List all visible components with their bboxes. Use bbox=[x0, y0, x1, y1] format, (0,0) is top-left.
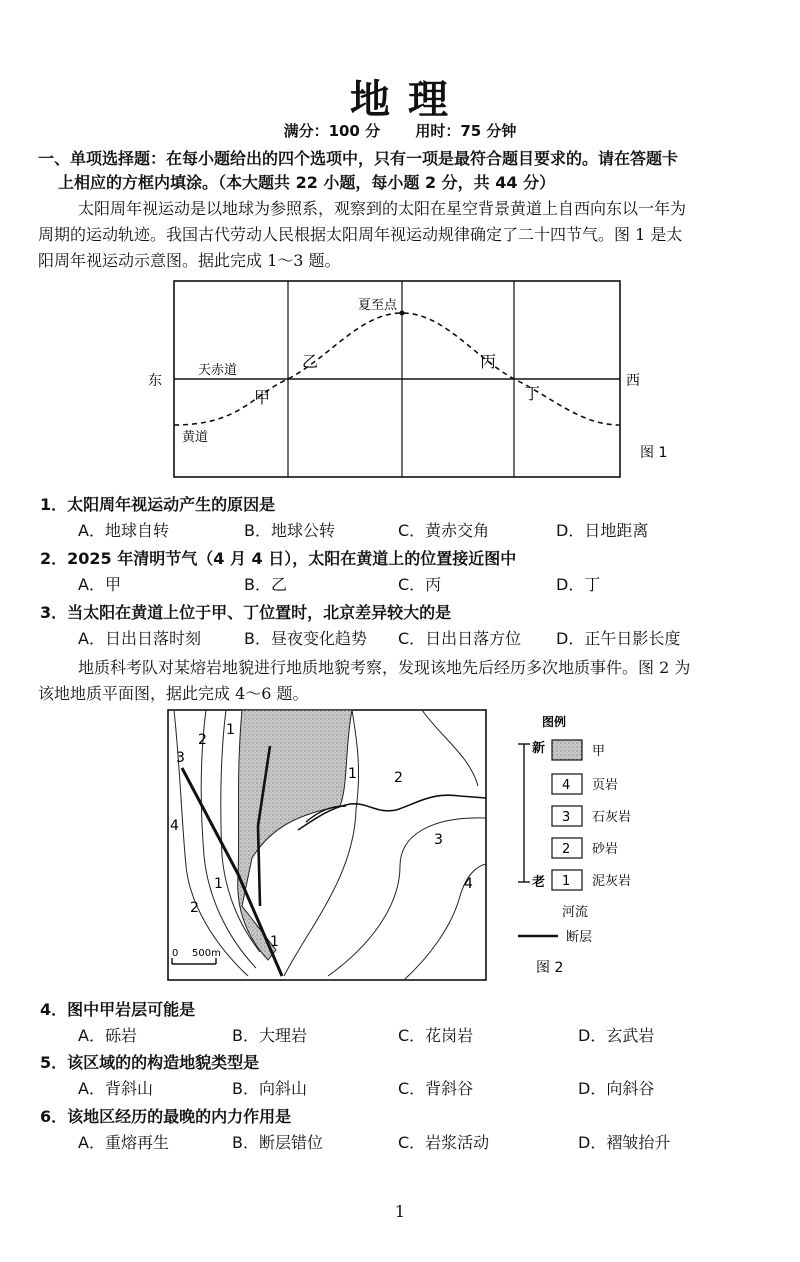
legend-item-label: 泥灰岩 bbox=[592, 874, 632, 889]
map-unit-label: 1 bbox=[214, 876, 223, 892]
map-unit-label: 3 bbox=[176, 750, 185, 766]
question-2-option-d[interactable]: D．丁 bbox=[556, 575, 601, 594]
question-4-option-a[interactable]: A．砾岩 bbox=[78, 1026, 137, 1045]
equator-label: 天赤道 bbox=[198, 363, 238, 378]
legend-item-number: 4 bbox=[562, 778, 571, 793]
question-5-option-c[interactable]: C．背斜谷 bbox=[398, 1079, 474, 1098]
question-2-option-a[interactable]: A．甲 bbox=[78, 575, 121, 594]
point-yi-label: 乙 bbox=[302, 352, 319, 371]
question-1-option-b[interactable]: B．地球公转 bbox=[244, 521, 335, 540]
question-5-option-a[interactable]: A．背斜山 bbox=[78, 1079, 153, 1098]
question-4-option-c[interactable]: C．花岗岩 bbox=[398, 1026, 474, 1045]
legend-title: 图例 bbox=[542, 715, 567, 729]
question-2-option-b[interactable]: B．乙 bbox=[244, 575, 287, 594]
legend-old-label: 老 bbox=[532, 875, 546, 890]
map-unit-label: 2 bbox=[198, 732, 207, 748]
question-3-option-b[interactable]: B．昼夜变化趋势 bbox=[244, 629, 367, 648]
ecliptic-label: 黄道 bbox=[182, 430, 209, 445]
map-unit-label: 3 bbox=[434, 832, 443, 848]
passage-1-line-2: 周期的运动轨迹。我国古代劳动人民根据太阳周年视运动规律确定了二十四节气。图 1 是太 bbox=[38, 225, 683, 244]
legend-item-number: 1 bbox=[562, 874, 571, 889]
figure-1-diagram bbox=[140, 275, 680, 485]
east-label: 东 bbox=[148, 373, 162, 389]
legend-swatch-jia bbox=[552, 740, 582, 760]
question-3-stem: 3．当太阳在黄道上位于甲、丁位置时，北京差异较大的是 bbox=[40, 603, 452, 622]
figure-2-caption: 图 2 bbox=[536, 960, 564, 976]
legend-item-number: 2 bbox=[562, 842, 571, 857]
summer-solstice-label: 夏至点 bbox=[358, 298, 398, 313]
figure-1-caption: 图 1 bbox=[640, 445, 668, 461]
ecliptic-curve bbox=[174, 313, 620, 425]
west-label: 西 bbox=[626, 373, 640, 389]
question-1-stem: 1．太阳周年视运动产生的原因是 bbox=[40, 495, 276, 514]
question-5-stem: 5．该区域的的构造地貌类型是 bbox=[40, 1053, 260, 1072]
question-1-option-a[interactable]: A．地球自转 bbox=[78, 521, 169, 540]
question-6-option-c[interactable]: C．岩浆活动 bbox=[398, 1133, 490, 1152]
legend-fault-label: 断层 bbox=[566, 930, 593, 945]
page-title: 地 理 bbox=[350, 77, 450, 123]
summer-solstice-point bbox=[400, 311, 405, 316]
question-5-option-d[interactable]: D．向斜谷 bbox=[578, 1079, 655, 1098]
passage-1-line-1: 太阳周年视运动是以地球为参照系，观察到的太阳在星空背景黄道上自西向东以一年为 bbox=[78, 199, 687, 218]
question-2-option-c[interactable]: C．丙 bbox=[398, 575, 442, 594]
question-4-option-d[interactable]: D．玄武岩 bbox=[578, 1026, 655, 1045]
scale-zero: 0 bbox=[172, 948, 179, 959]
legend-item-label: 石灰岩 bbox=[592, 810, 632, 825]
legend-item-number: 3 bbox=[562, 810, 571, 825]
exam-meta: 满分：100 分 用时：75 分钟 bbox=[283, 122, 517, 140]
question-6-option-d[interactable]: D．褶皱抬升 bbox=[578, 1133, 671, 1152]
map-unit-label: 1 bbox=[270, 934, 279, 950]
legend-item-label: 页岩 bbox=[592, 778, 619, 793]
map-unit-label: 2 bbox=[190, 900, 199, 916]
question-4-stem: 4．图中甲岩层可能是 bbox=[40, 1000, 196, 1019]
question-3-option-a[interactable]: A．日出日落时刻 bbox=[78, 629, 201, 648]
map-unit-label: 1 bbox=[226, 722, 235, 738]
legend-item-label: 砂岩 bbox=[592, 842, 619, 857]
question-5-option-b[interactable]: B．向斜山 bbox=[232, 1079, 307, 1098]
question-3-option-d[interactable]: D．正午日影长度 bbox=[556, 629, 681, 648]
question-2-stem: 2．2025 年清明节气（4 月 4 日），太阳在黄道上的位置接近图中 bbox=[40, 549, 517, 568]
question-3-option-c[interactable]: C．日出日落方位 bbox=[398, 629, 522, 648]
point-jia-label: 甲 bbox=[254, 388, 271, 407]
point-bing-label: 丙 bbox=[480, 352, 497, 371]
page-number: 1 bbox=[394, 1202, 406, 1221]
legend-river-label: 河流 bbox=[562, 905, 589, 920]
question-6-stem: 6．该地区经历的最晚的内力作用是 bbox=[40, 1107, 292, 1126]
map-unit-label: 1 bbox=[348, 766, 357, 782]
question-4-option-b[interactable]: B．大理岩 bbox=[232, 1026, 307, 1045]
section-instruction-line-1: 一、单项选择题：在每小题给出的四个选项中，只有一项是最符合题目要求的。请在答题卡 bbox=[38, 149, 679, 168]
map-unit-label: 4 bbox=[464, 876, 473, 892]
question-1-option-d[interactable]: D．日地距离 bbox=[556, 521, 649, 540]
passage-1-line-3: 阳周年视运动示意图。据此完成 1～3 题。 bbox=[38, 251, 341, 270]
passage-2-line-2: 该地地质平面图，据此完成 4～6 题。 bbox=[38, 684, 309, 703]
map-unit-label: 2 bbox=[394, 770, 403, 786]
scale-distance: 500m bbox=[192, 948, 221, 959]
map-unit-label: 4 bbox=[170, 818, 179, 834]
question-1-option-c[interactable]: C．黄赤交角 bbox=[398, 521, 490, 540]
figure-2-geologic-map bbox=[160, 706, 670, 984]
point-ding-label: 丁 bbox=[524, 384, 541, 403]
legend-item-label: 甲 bbox=[592, 744, 606, 759]
question-6-option-a[interactable]: A．重熔再生 bbox=[78, 1133, 169, 1152]
section-instruction-line-2: 上相应的方框内填涂。（本大题共 22 小题，每小题 2 分，共 44 分） bbox=[58, 173, 556, 192]
passage-2-line-1: 地质科考队对某熔岩地貌进行地质地貌考察，发现该地先后经历多次地质事件。图 2 为 bbox=[78, 658, 691, 677]
legend-new-label: 新 bbox=[532, 741, 546, 756]
question-6-option-b[interactable]: B．断层错位 bbox=[232, 1133, 323, 1152]
